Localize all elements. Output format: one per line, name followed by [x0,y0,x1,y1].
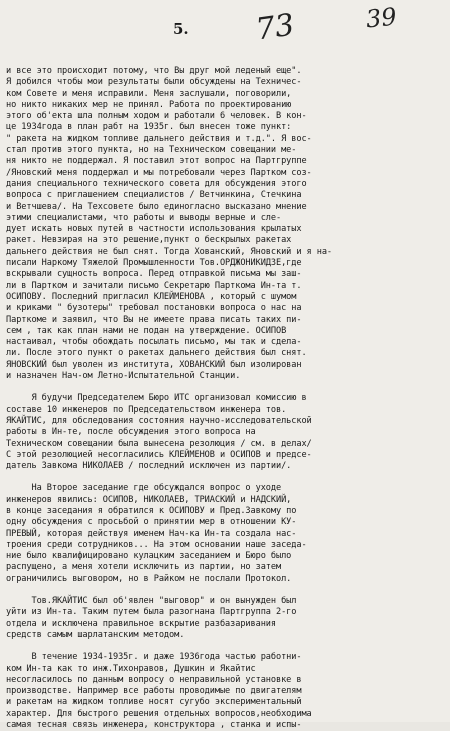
text-line: ракет. Невзирая на это решение,пункт о бескрылых ракетах [6,235,292,246]
text-line: несогласилось по данным вопросу о неправильной установке в [6,674,302,685]
text-line: Тов.ЯКАЙТИС был об'явлен "выговор" и он вынужден был [6,596,297,607]
text-line: работы в Ин-те, после обсуждения этого вопроса на [6,427,256,438]
text-line: средств самым шарлатанским методом. [6,629,185,640]
text-line: настаивал, чтобы обождать посылать письмо, мы так и сдела- [6,337,302,348]
text-line: це 1934года в план рабт на 1935г. был внесен тоже пункт: [6,122,292,133]
text-line: ли в Партком и зачитали письмо Секретарю Парткома Ин-та т. [6,280,302,291]
paragraph [6,393,446,472]
text-line: одну обсуждения с просьбой о принятии мер в отношении КУ- [6,517,297,528]
text-line: отдела и исключена правильное вскрытие разбазаривания [6,618,276,629]
text-line: в конце заседания я обратился к ОСИПОВУ и Пред.Завкому по [6,505,297,516]
text-line: Я будучи Председателем Бюро ИТС организовал комиссию в [6,393,307,404]
paragraph-gap [6,585,446,596]
archive-folio-mark: 73 [253,7,297,48]
text-line: На Второе заседание где обсуждался вопрос о уходе [6,483,282,494]
text-line: дальнего действия не был снят. Тогда Хованский, Яновский и я на- [6,246,333,257]
text-line: ПРЕВЫЙ, которая действуя именем Нач-ка Ин-та создала нас- [6,528,297,539]
text-line: ли. После этого пункт о ракетах дальнего действия был снят. [6,348,307,359]
text-line: самая тесная связь инженера, конструктора , станка и испы- [6,720,302,731]
text-line: но никто никаких мер не принял. Работа по проектированию [6,99,292,110]
text-line: и криками " бузотеры" требовал постановки вопроса о нас на [6,303,302,314]
typewritten-body [6,66,446,731]
text-line: стал против этого пункта, но на Техническом совещании ме- [6,145,297,156]
text-line: Парткоме и заявил, что Вы не имеете права писать таких пи- [6,314,302,325]
text-line: С этой резолюцией несогласились КЛЕЙМЕНОВ и ОСИПОВ и предсе- [6,449,312,460]
text-line: ня никто не поддержал. Я поставил этот вопрос на Партгруппе [6,156,307,167]
text-line: ЯКАЙТИС, для обследования состояния научно-исследовательской [6,415,312,426]
text-line: ком Ин-та как то инж.Тихонравов, Душкин и Якайтис [6,663,256,674]
text-line: ЯНОВСКИЙ был уволен из института, ХОВАНСКИЙ был изолирован [6,359,302,370]
paragraph-gap [6,472,446,483]
text-line: и назначен Нач-ом Летно-Испытательной Станции. [6,371,241,382]
text-line: ОСИПОВУ. Последний пригласил КЛЕЙМЕНОВА , который с шумом [6,291,297,302]
text-line: Я добился чтобы мои результаты были обсуждены на Техничес- [6,77,302,88]
text-line: составе 10 инженеров по Председательством инженера тов. [6,404,287,415]
text-line: ком Совете и меня исправили. Меня заслушали, поговорили, [6,88,292,99]
text-line: сем , так как план нами не подан на утверждение. ОСИПОВ [6,325,287,336]
text-line: этими специалистами, что работы и выводы верные и сле- [6,212,282,223]
paragraph [6,652,446,731]
paragraph-gap [6,382,446,393]
page-number: 5. [173,20,189,38]
text-line: ограничились выговором, но в Райком не послали Протокол. [6,573,292,584]
text-line: уйти из Ин-та. Таким путем была разогнана Партгруппа 2-го [6,607,297,618]
text-line: вопроса с приглашением специалистов / Ветчинкина, Стечкина [6,190,302,201]
paragraph-gap [6,641,446,652]
text-line: " ракета на жидком топливе дальнего действия и т.д.". Я вос- [6,133,312,144]
text-line: троения среди сотрудников... На этом основании наше заседа- [6,539,307,550]
text-line: производстве. Например все работы проводимые по двигателям [6,686,302,697]
text-line: и все это происходит потому, что Вы друг мой леденый еще". [6,66,302,76]
text-line: вскрывали сущность вопроса. Перед отправкой письма мы заш- [6,269,302,280]
text-line: дания специального технического совета для обсуждения этого [6,178,307,189]
paragraph [6,483,446,585]
text-line: этого об'екта шла полным ходом и работали 6 человек. В кон- [6,111,307,122]
text-line: распущено, а меня хотели исключить из партии, но затем [6,562,282,573]
paragraph [6,66,446,382]
text-line: дует искать новых путей в частности использования крылатых [6,224,302,235]
archive-folio-mark-crossed: 39 [364,2,398,34]
text-line: и Ветчшева/. На Техсовете было единогласно высказано мнение [6,201,307,212]
text-line: датель Завкома НИКОЛАЕВ / последний исключен из партии/. [6,461,292,472]
paragraph [6,596,446,641]
text-line: В течение 1934-1935г. и даже 1936года частью работни- [6,652,302,663]
text-line: и ракетам на жидком топливе носят сугубо экспериментальный [6,697,302,708]
text-line: писали Наркому Тяжелой Промышленности Тов.ОРДЖОНИКИДЗЕ,где [6,258,302,269]
text-line: /Яновский меня поддержал и мы потребовали через Партком соз- [6,167,312,178]
text-line: ние было квалифицировано кулацким заседанием и Бюро было [6,551,292,562]
text-line: характер. Для быстрого решения отдельных вопросов,необходима [6,708,312,719]
text-line: Техническом совещании была вынесена резолюция / см. в делах/ [6,438,312,449]
text-line: инженеров явились: ОСИПОВ, НИКОЛАЕВ, ТРИАСКИЙ и НАДСКИЙ, [6,494,292,505]
